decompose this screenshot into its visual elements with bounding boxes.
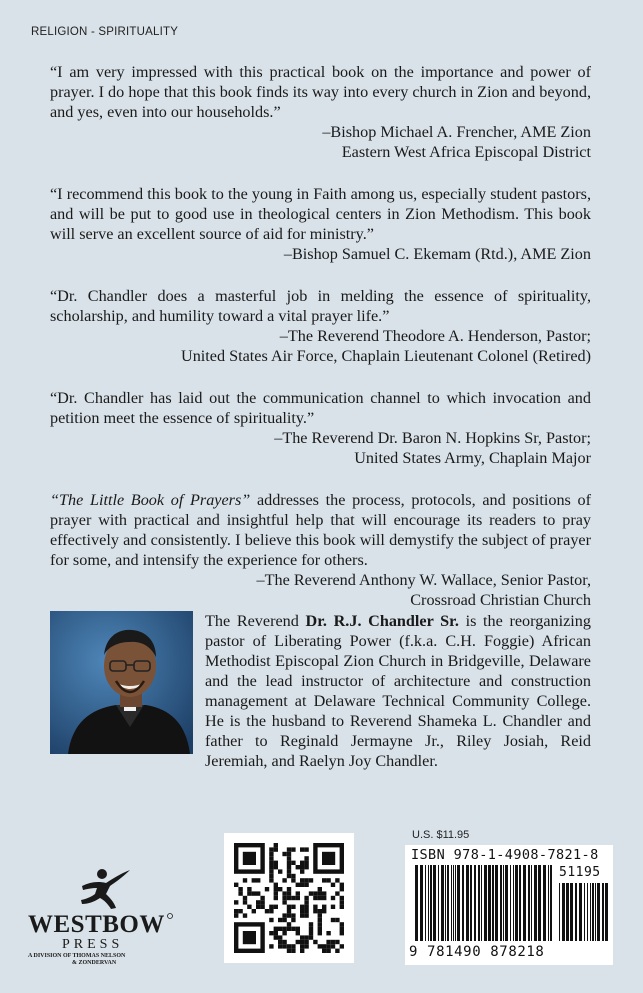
endorsement-1 [50,62,591,162]
endorsement-attribution: –The Reverend Dr. Baron N. Hopkins Sr, Pastor; [274,429,591,447]
author-bio [205,611,591,771]
publisher-division: A DIVISION OF THOMAS NELSON [28,953,126,959]
endorsement-attribution: –The Reverend Anthony W. Wallace, Senior Pastor, [256,571,591,589]
endorsement-attribution: –Bishop Michael A. Frencher, AME Zion [322,123,591,141]
endorsement-quote: “Dr. Chandler has laid out the communication channel to which invocation and petition meet the essence of spirituality.” [50,389,591,427]
endorsement-4 [50,388,591,468]
price-label: U.S. $11.95 [412,829,470,841]
endorsements [50,62,591,632]
runner-icon [81,869,130,909]
endorsement-5 [50,490,591,610]
endorsement-quote: “Dr. Chandler does a masterful job in melding the essence of spirituality, scholarship, and humility toward a vital prayer life.” [50,287,591,325]
publisher-logo [24,864,174,964]
endorsement-quote [50,490,591,570]
bio-text: is the reorganizing pastor of Liberating Power (f.k.a. C.H. Foggie) African Methodist Episcopal Zion Church in Bridgeville, Delaware and the lead instructor of architecture and construction management at Delaware Technical Community College. He is the husband to Reverend Shameka L. Chandler and father to Reginald Jermayne Jr., Riley Josiah, Reid Jeremiah, and Raelyn Joy Chandler. [205,612,591,770]
price-code: 51195 [559,865,601,880]
endorsement-attribution: Crossroad Christian Church [410,591,591,609]
isbn-barcode [405,845,613,965]
category-label: RELIGION - SPIRITUALITY [31,26,179,38]
endorsement-quote: “I recommend this book to the young in Faith among us, especially student pastors, and will be put to good use in theological centers in Zion Methodism. This book will serve an excellent source of aid for ministry.” [50,185,591,243]
endorsement-attribution: –The Reverend Theodore A. Henderson, Pastor; [279,327,591,345]
endorsement-quote: “I am very impressed with this practical book on the importance and power of prayer. I do hope that this book finds its way into every church in Zion and beyond, and yes, even into our households.” [50,63,591,121]
endorsement-3 [50,286,591,366]
endorsement-attribution: United States Air Force, Chaplain Lieutenant Colonel (Retired) [181,347,591,365]
bio-prefix: The Reverend [205,612,306,630]
endorsement-2 [50,184,591,264]
endorsement-attribution: United States Army, Chaplain Major [354,449,591,467]
publisher-press: PRESS [62,937,124,952]
book-title: “The Little Book of Prayers” [50,491,251,509]
author-photo [50,611,193,754]
endorsement-text: addresses the process, protocols, and positions of prayer with practical and insightful help that will encourage its readers to pray effectively and consistently. I believe this book will demystify the subject of prayer for some, and intensify the experience for others. [50,491,591,569]
publisher-name: WESTBOW [28,911,165,938]
endorsement-attribution: Eastern West Africa Episcopal District [341,143,591,161]
isbn-label: ISBN 978-1-4908-7821-8 [411,847,599,863]
barcode-number: 9 781490 878218 [409,944,545,960]
publisher-division-2: & ZONDERVAN [72,960,117,964]
author-name: Dr. R.J. Chandler Sr. [305,612,459,630]
qr-code [224,833,354,963]
endorsement-attribution: –Bishop Samuel C. Ekemam (Rtd.), AME Zion [283,245,591,263]
